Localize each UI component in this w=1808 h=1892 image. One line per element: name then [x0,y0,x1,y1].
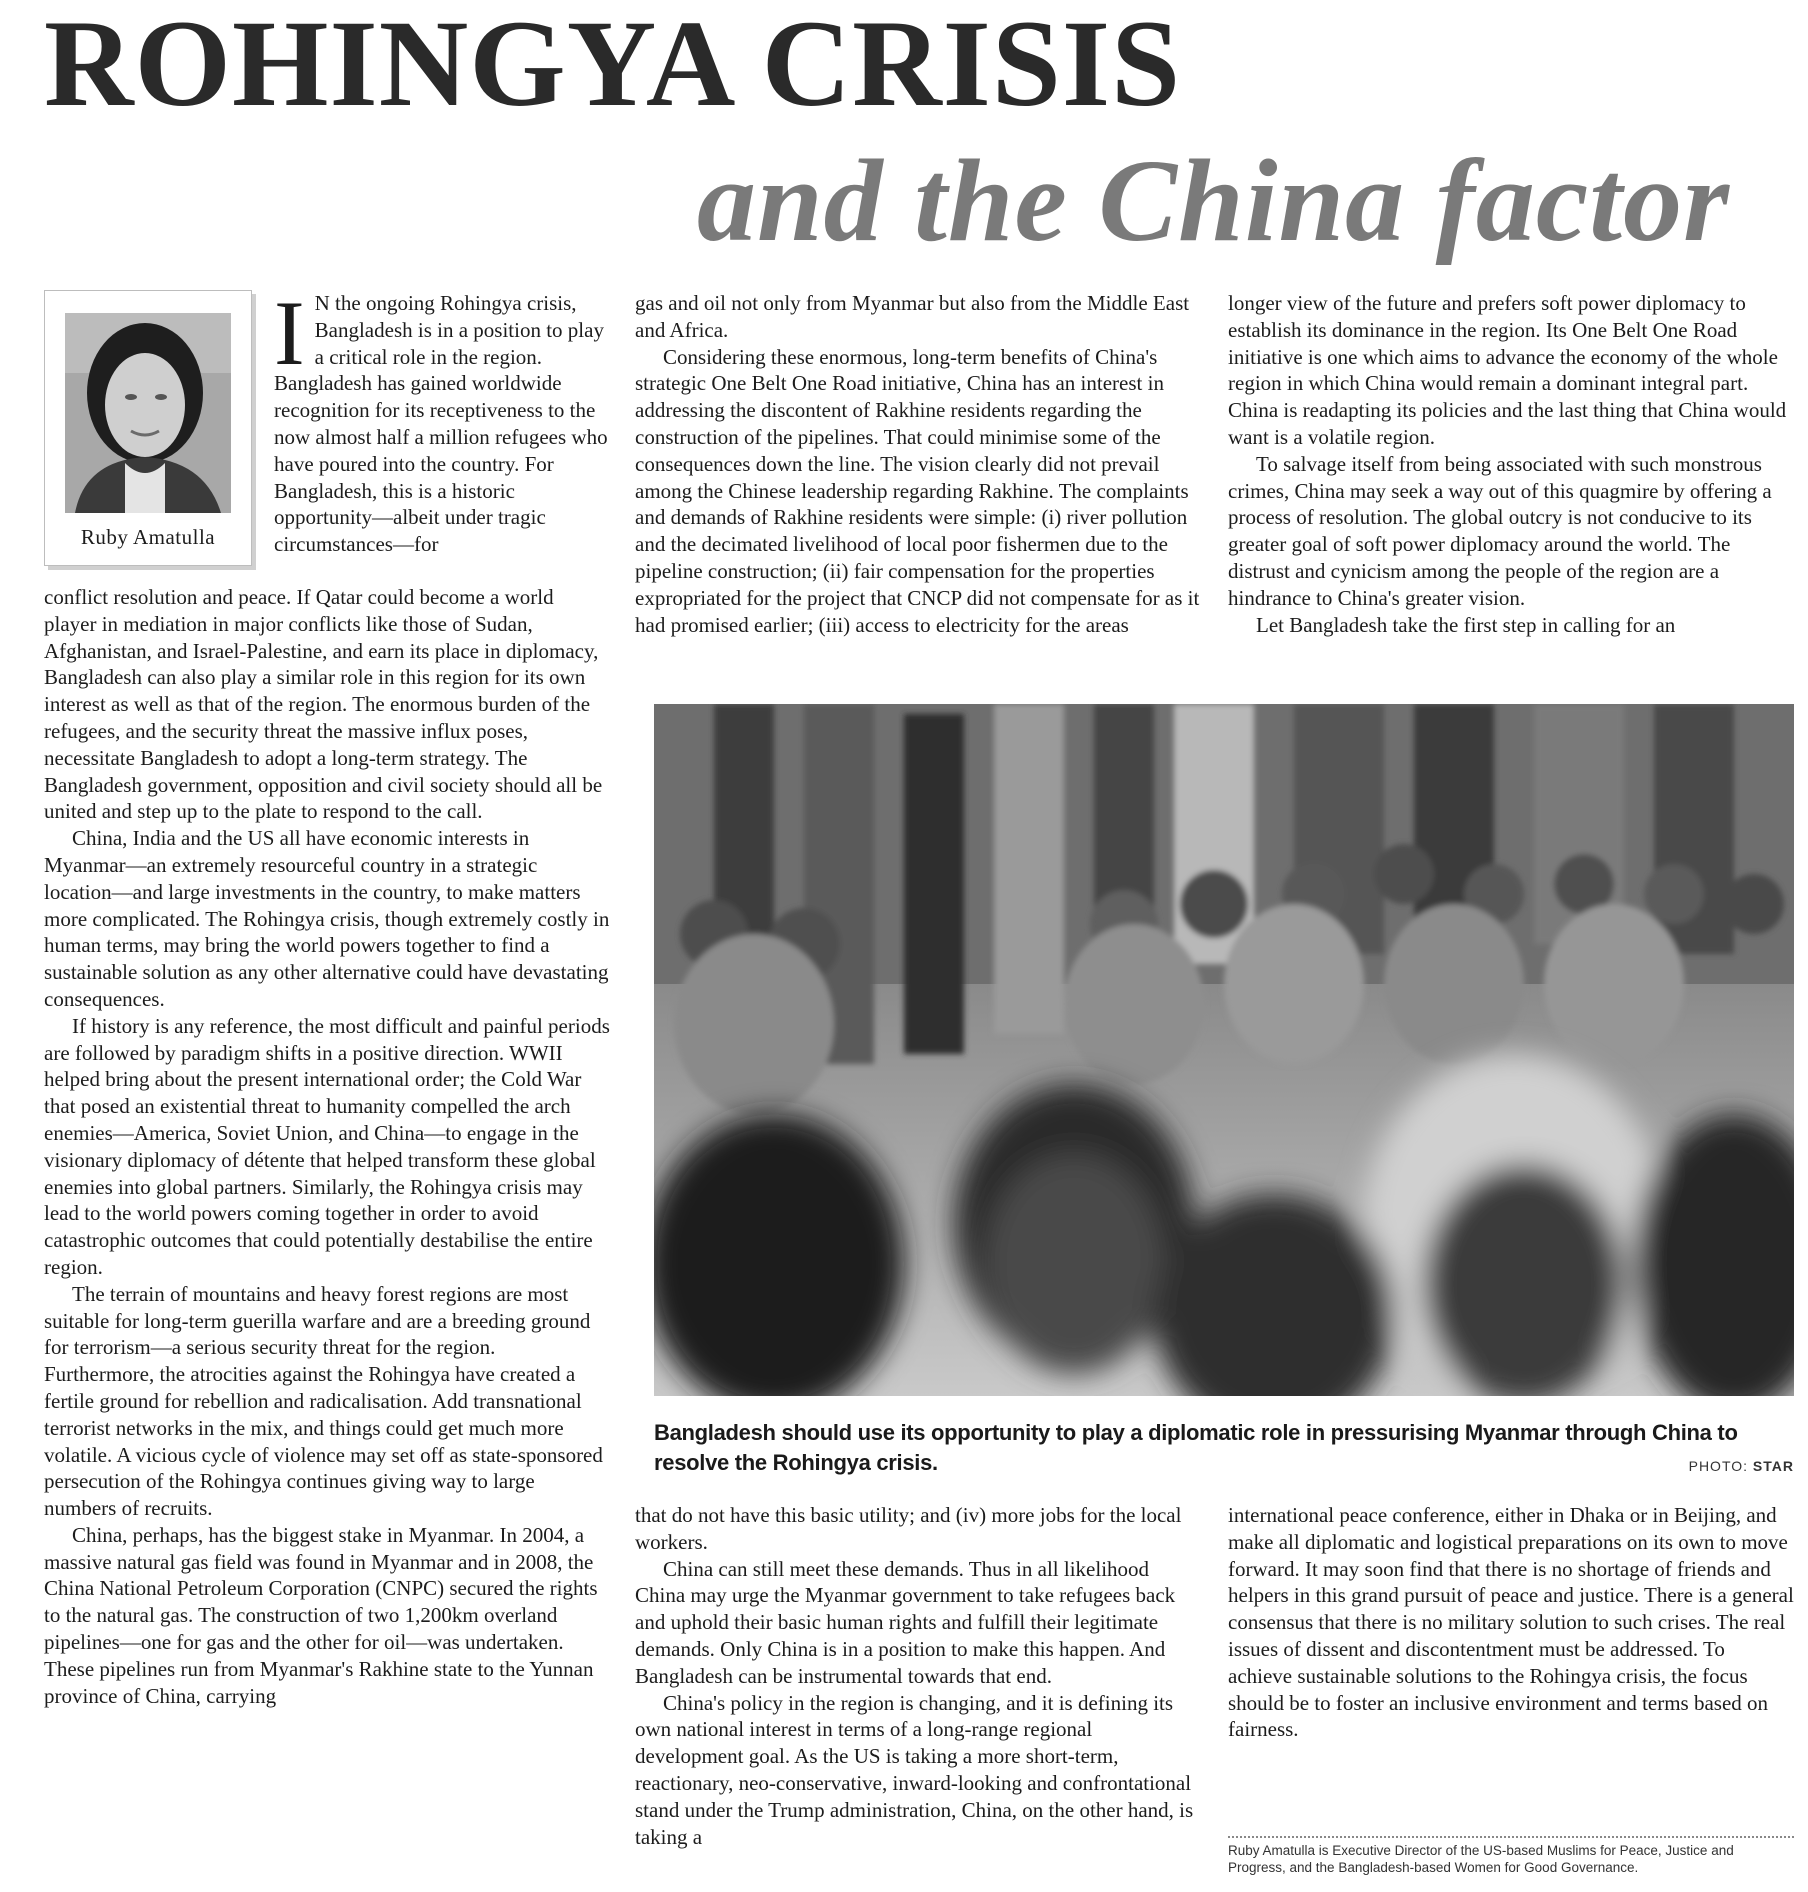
column-2-top [635,290,1203,638]
author-photo [65,313,231,513]
paragraph: that do not have this basic utility; and (iv) more jobs for the local workers. [635,1503,1182,1554]
photo-caption: Bangladesh should use its opportunity to play a diplomatic role in pressurising Myanmar through China to resolve the Rohingya crisis. [654,1420,1738,1475]
column-3-bottom [1228,1502,1794,1743]
paragraph: If history is any reference, the most difficult and painful periods are followed by paradigm shifts in a positive direction. WWII helped bring about the present international order; the Cold War that posed an existential threat to humanity compelled the arch enemies—America, Soviet Union, and China—to engage in the visionary diplomacy of détente that helped transform these global enemies into global partners. Similarly, the Rohingya crisis may lead to the world powers coming together in order to avoid catastrophic outcomes that could potentially destabilise the entire region. [44,1013,610,1279]
subheadline: and the China factor [696,135,1730,266]
lead-text: N the ongoing Rohingya crisis, Bangladesh is in a position to play a critical role in the region. Bangladesh has gained worldwide recognition for its receptiveness to the now almost half a million refugees who have poured into the country. For Bangladesh, this is a historic opportunity—albeit under tragic circumstances—for [274,291,608,557]
paragraph: The terrain of mountains and heavy forest regions are most suitable for long-term guerilla warfare and are a breeding ground for terrorism—a serious security threat for the region. Furthermore, the atrocities against the Rohingya have created a fertile ground for rebellion and radicalisation. Add transnational terrorist networks in the mix, and things could get much more volatile. A vicious cycle of violence may set off as state-sponsored persecution of the Rohingya continues giving way to large numbers of recruits. [44,1281,603,1521]
photo-credit [1689,1458,1794,1474]
lead-paragraph [274,282,610,558]
paragraph: Let Bangladesh take the first step in calling for an [1256,612,1676,637]
column-2-bottom [635,1502,1203,1850]
paragraph: longer view of the future and prefers soft power diplomacy to establish its dominance in the region. Its One Belt One Road initiative is one which aims to advance the economy of the whole region in which China would remain a dominant integral part. China is readapting its policies and the last thing that China would want is a volatile region. [1228,291,1787,449]
paragraph: To salvage itself from being associated with such monstrous crimes, China may seek a way out of this quagmire by offering a process of resolution. The global outcry is not conducive to its greater goal of soft power diplomacy around the world. The distrust and cynicism among the people of the region are a hindrance to China's greater vision. [1228,451,1772,610]
credit-source: STAR [1752,1458,1794,1474]
credit-label: PHOTO: [1688,1458,1749,1474]
author-name: Ruby Amatulla [80,525,216,549]
paragraph: gas and oil not only from Myanmar but also from the Middle East and Africa. [635,291,1190,342]
paragraph: China's policy in the region is changing, and it is defining its own national interest in terms of a long-range regional development goal. As the US is taking a more short-term, reactionary, neo-conservative, inward-looking and confrontational stand under the Trump administration, China, on the other hand, is taking a [635,1690,1194,1849]
author-bio: Ruby Amatulla is Executive Director of the US-based Muslims for Peace, Justice and Progress, and the Bangladesh-based Women for Good Governance. [1228,1843,1734,1875]
paragraph: Considering these enormous, long-term benefits of China's strategic One Belt One Road initiative, China has an interest in addressing the discontent of Rakhine residents regarding the construction of the pipelines. That could minimise some of the consequences down the line. The vision clearly did not prevail among the Chinese leadership regarding Rakhine. The complaints and demands of Rakhine residents were simple: (i) river pollution and the decimated livelihood of local poor fishermen due to the pipeline construction; (ii) fair compensation for the properties expropriated for the project that CNCP did not compensate for as it had promised earlier; (iii) access to electricity for the areas [635,344,1200,637]
paragraph: conflict resolution and peace. If Qatar could become a world player in mediation in major conflicts like those of Sudan, Afghanistan, and Israel-Palestine, and earn its place in diplomacy, Bangladesh can also play a similar role in this region for its own interest as well as that of the region. The enormous burden of the refugees, and the security threat the massive influx poses, necessitate Bangladesh to adopt a long-term strategy. The Bangladesh government, opposition and civil society should all be united and step up to the plate to respond to the call. [44,585,603,824]
headline: ROHINGYA CRISIS [44,0,1182,132]
bio-divider [1228,1836,1794,1838]
drop-cap: I [274,282,305,384]
paragraph: China, perhaps, has the biggest stake in Myanmar. In 2004, a massive natural gas field was found in Myanmar and in 2008, the China National Petroleum Corporation (CNPC) secured the rights to the natural gas. The construction of two 1,200km overland pipelines—one for gas and the other for oil—was undertaken. These pipelines run from Myanmar's Rakhine state to the Yunnan province of China, carrying [44,1522,598,1708]
column-3-top [1228,290,1794,638]
paragraph: China, India and the US all have economic interests in Myanmar—an extremely resourceful country in a strategic location—and large investments in the country, to make matters more complicated. The Rohingya crisis, though extremely costly in human terms, may bring the world powers together to find a sustainable solution as any other alternative could have devastating consequences. [44,826,610,1011]
column-1 [44,584,610,1709]
author-box [44,290,252,566]
paragraph: international peace conference, either in Dhaka or in Beijing, and make all diplomatic and logistical preparations on its own to move forward. It may soon find that there is no shortage of friends and helpers in this grand pursuit of peace and justice. There is a general consensus that there is no military solution to such crises. The real issues of dissent and discontentment must be addressed. To achieve sustainable solutions to the Rohingya crisis, the focus should be to foster an inclusive environment and terms based on fairness. [1228,1503,1794,1742]
news-photo [654,704,1794,1396]
paragraph: China can still meet these demands. Thus in all likelihood China may urge the Myanmar government to take refugees back and uphold their basic human rights and fulfill their legitimate demands. Only China is in a position to make this happen. And Bangladesh can be instrumental towards that end. [635,1556,1176,1688]
